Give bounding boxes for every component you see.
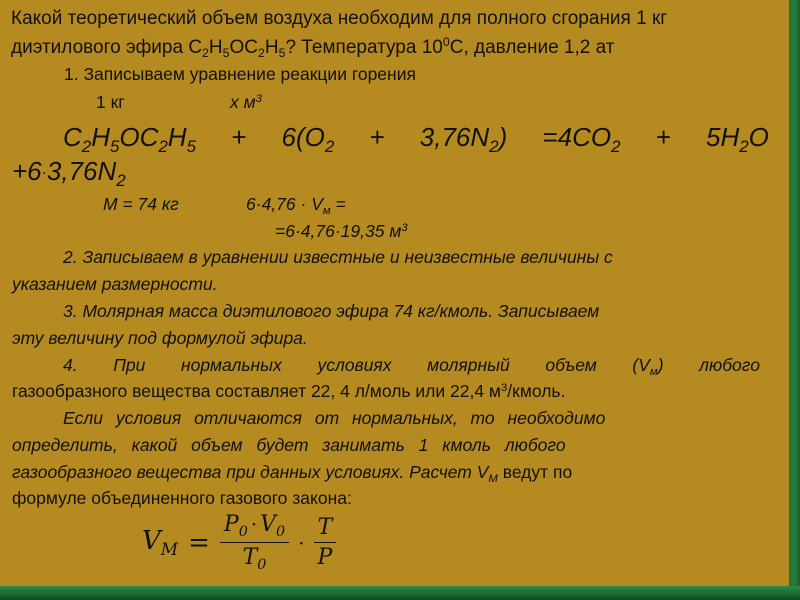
eq-water (706, 122, 769, 157)
word: условиях (317, 355, 392, 375)
text: (V (632, 355, 650, 375)
mass-row-right (246, 194, 346, 217)
sub: М (488, 472, 498, 485)
var: V (260, 512, 277, 537)
text: /кмоль. (507, 381, 566, 401)
atom: H (208, 36, 223, 58)
text: газообразного вещества при данных условиях. Расчет V (12, 462, 489, 482)
var: T (242, 545, 258, 570)
fraction-1-numerator (220, 512, 289, 543)
eq-plus: + (231, 122, 247, 152)
dot: · (300, 194, 307, 214)
text: указанием размерности. (12, 274, 218, 294)
atom: +6 (12, 156, 42, 186)
var: V (142, 526, 161, 557)
paragraph-4-line-2 (12, 381, 565, 402)
sub: 2 (158, 136, 168, 156)
fraction-1 (220, 512, 289, 573)
paragraph-3-line-1 (63, 301, 599, 322)
eq-co2 (542, 122, 620, 157)
paragraph-5-line-2 (12, 435, 566, 456)
label-1kg: 1 кг (96, 92, 125, 112)
question-line-2 (11, 35, 614, 60)
sub: 2 (202, 46, 209, 61)
atom: 3,76N (46, 156, 117, 186)
dot: · (255, 194, 262, 214)
atom: H (264, 36, 279, 58)
sub: м (649, 365, 658, 378)
question-line-1 (11, 8, 667, 30)
sub: 2 (739, 136, 749, 156)
labels-row (96, 92, 125, 113)
atom: H (167, 122, 187, 152)
paragraph-4-line-1 (63, 355, 760, 378)
atom: =4CO (542, 122, 612, 152)
formula-lhs (142, 526, 178, 559)
sub: м (322, 204, 331, 217)
word: 4. (63, 355, 78, 375)
question-text-2b: ? Температура 10 (285, 36, 443, 58)
labels-row-right (230, 92, 262, 113)
eq-plus: + (655, 122, 671, 152)
mass-row-left (103, 194, 179, 215)
step-1-text: 1. Записываем уравнение реакции горения (64, 64, 416, 84)
dot: · (334, 221, 341, 241)
atom: O (748, 122, 769, 152)
word: объем (545, 355, 597, 375)
atom: C (63, 122, 82, 152)
text: формуле объединенного газового закона: (12, 488, 352, 508)
equation-line-2 (12, 156, 126, 191)
text: 6 (246, 194, 256, 214)
eq-plus: + (369, 122, 385, 152)
atom: OC (229, 36, 259, 58)
equation-line-1 (63, 122, 769, 157)
sub: 2 (116, 170, 126, 190)
label-xm: х м (230, 92, 256, 112)
sub: 2 (81, 136, 92, 156)
word: молярный (427, 355, 510, 375)
eq-ether (63, 122, 196, 157)
word: любого (699, 355, 760, 375)
gas-law-formula (142, 512, 336, 573)
text: ) (657, 355, 664, 375)
molar-mass: М = 74 кг (103, 194, 179, 214)
question-text-1: Какой теоретический объем воздуха необходим для полного сгорания 1 кг (11, 8, 668, 29)
paragraph-5-line-1 (63, 408, 769, 429)
atom: 6(O (281, 122, 325, 152)
atom: ) (498, 122, 508, 152)
text: ведут по (497, 462, 573, 482)
question-text-2c: С, давление 1,2 ат (449, 36, 615, 58)
text: эту величину под формулой эфира. (12, 328, 308, 348)
sup: 3 (500, 381, 508, 394)
step-1 (64, 64, 416, 85)
atom: 3,76N (419, 122, 490, 152)
formula-dot: · (298, 530, 305, 555)
sub: 5 (109, 136, 120, 156)
bottom-frame-strip (0, 586, 800, 600)
paragraph-3-line-2 (12, 328, 308, 349)
sub: 5 (278, 46, 286, 61)
fraction-2-denominator: P (317, 545, 333, 570)
fraction-2 (314, 515, 337, 570)
text: 3. Молярная масса диэтилового эфира 74 кг/кмоль. Записываем (63, 301, 600, 321)
word: нормальных (181, 355, 282, 375)
sub: 2 (489, 136, 499, 156)
text: определить, какой объем будет занимать 1 кмоль любого (12, 435, 566, 455)
sup: 3 (401, 221, 408, 234)
text: = (330, 194, 346, 214)
formula-equals: = (188, 527, 210, 558)
word: При (113, 355, 146, 375)
right-frame-strip (789, 0, 800, 600)
atom: OC (119, 122, 159, 152)
paragraph-2-line-2 (12, 274, 218, 295)
paragraph-5-line-3 (12, 462, 572, 485)
var: P (223, 512, 239, 537)
eq-nitrogen (420, 122, 507, 157)
paragraph-5-line-4 (12, 488, 352, 509)
atom: H (91, 122, 110, 152)
word (632, 355, 663, 378)
sub: 5 (186, 136, 196, 156)
sub: 0 (276, 524, 286, 540)
dot: · (41, 164, 47, 182)
volume-row (275, 221, 408, 242)
text: V (306, 194, 323, 214)
fraction-2-numerator: T (314, 515, 337, 543)
sub: 2 (324, 136, 335, 156)
dot: · (294, 221, 301, 241)
dot: · (250, 512, 258, 536)
fraction-1-denominator (239, 543, 271, 573)
sub: 2 (258, 46, 265, 61)
sub: M (160, 538, 179, 559)
text: 19,35 м (340, 221, 402, 241)
sub: 2 (611, 136, 621, 156)
text: =6 (275, 221, 295, 241)
text: Если условия отличаются от нормальных, то необходимо (63, 408, 606, 428)
sub: 0 (257, 557, 267, 573)
atom: 5H (706, 122, 740, 152)
eq-oxygen (282, 122, 335, 157)
text: 4,76 (261, 194, 301, 214)
text: 4,76 (300, 221, 335, 241)
text: 2. Записываем в уравнении известные и неизвестные величины с (63, 247, 613, 267)
sup: 3 (255, 92, 262, 105)
paragraph-2-line-1 (63, 247, 769, 268)
question-text-2a: диэтилового эфира С (11, 36, 203, 58)
text: газообразного вещества составляет 22, 4 л/моль или 22,4 м (12, 381, 501, 401)
degree-sup: 0 (442, 35, 450, 49)
sub: 0 (238, 524, 248, 540)
sub: 5 (222, 46, 230, 61)
